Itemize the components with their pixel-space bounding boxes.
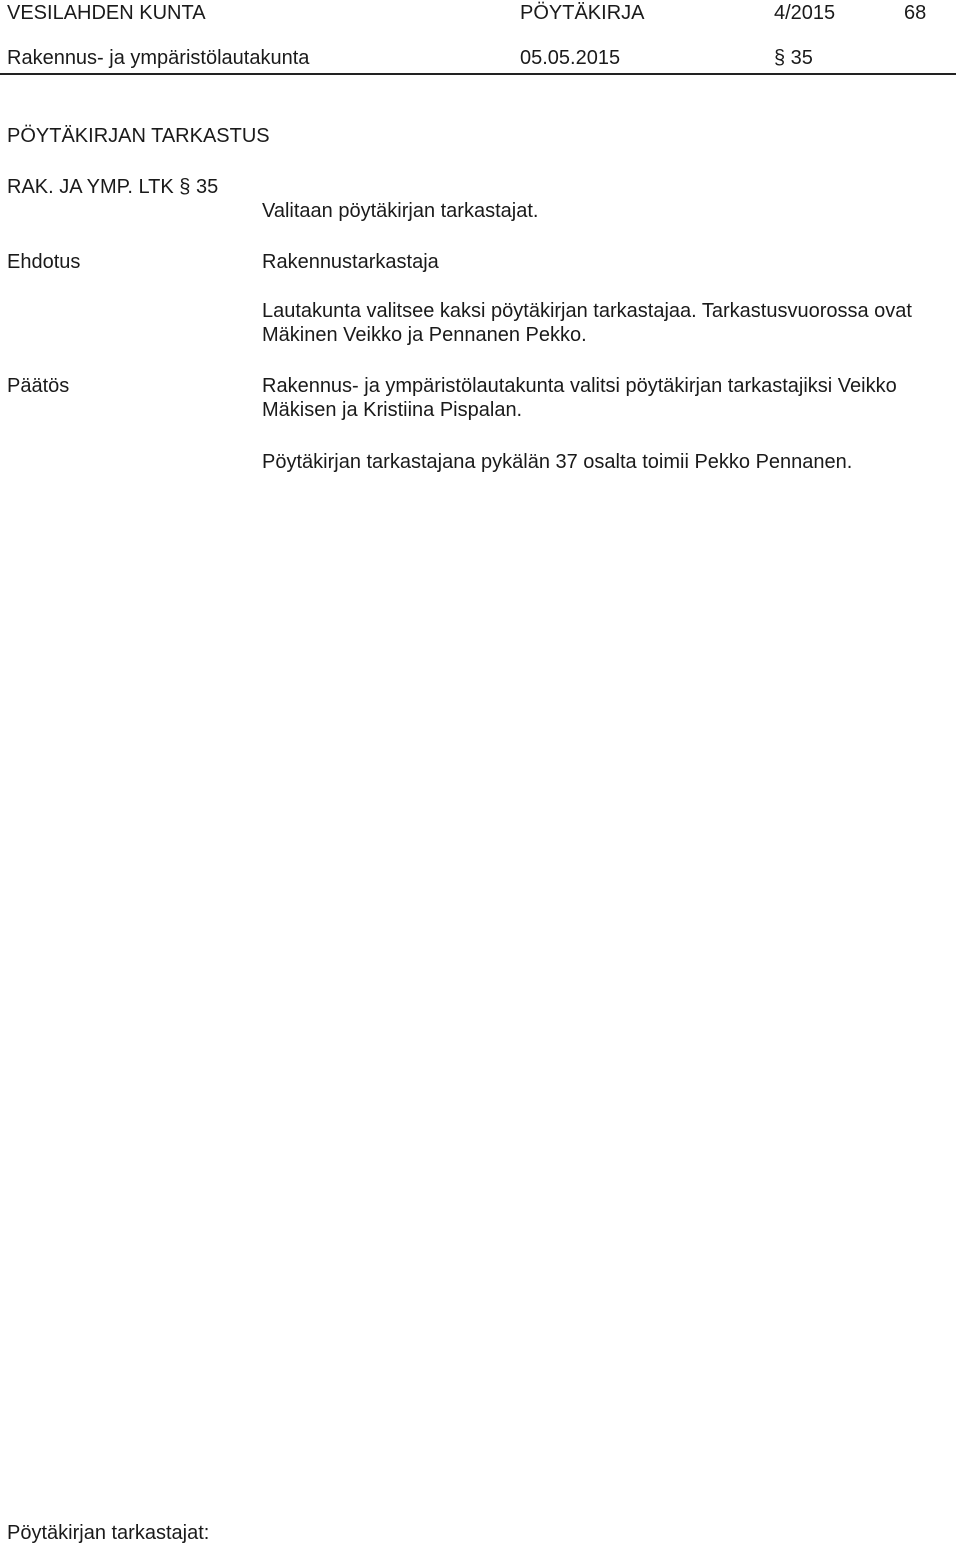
meeting-date: 05.05.2015 xyxy=(520,47,621,69)
proposal-label: Ehdotus xyxy=(7,251,81,273)
section-reference: RAK. JA YMP. LTK § 35 xyxy=(7,176,219,198)
proposal-presenter: Rakennustarkastaja xyxy=(262,251,439,273)
proposal-text: Lautakunta valitsee kaksi pöytäkirjan tarkastajaa. Tarkastusvuorossa ovat Mäkinen Veikko ja Pennanen Pekko. xyxy=(262,300,912,346)
protocol-checkers-label: Pöytäkirjan tarkastajat: xyxy=(7,1522,210,1544)
section-number: § 35 xyxy=(774,47,813,69)
decision-note: Pöytäkirjan tarkastajana pykälän 37 osalta toimii Pekko Pennanen. xyxy=(262,451,853,473)
header-divider xyxy=(0,73,956,75)
committee-name: Rakennus- ja ympäristölautakunta xyxy=(7,47,310,69)
section-intro: Valitaan pöytäkirjan tarkastajat. xyxy=(262,200,539,222)
document-number: 4/2015 xyxy=(774,2,836,24)
municipality-name: VESILAHDEN KUNTA xyxy=(7,2,206,24)
decision-label: Päätös xyxy=(7,375,70,397)
section-title: PÖYTÄKIRJAN TARKASTUS xyxy=(7,125,270,147)
decision-text: Rakennus- ja ympäristölautakunta valitsi pöytäkirjan tarkastajiksi Veikko Mäkisen ja Kristiina Pispalan. xyxy=(262,375,897,421)
page-number: 68 xyxy=(904,2,927,24)
document-type: PÖYTÄKIRJA xyxy=(520,2,645,24)
